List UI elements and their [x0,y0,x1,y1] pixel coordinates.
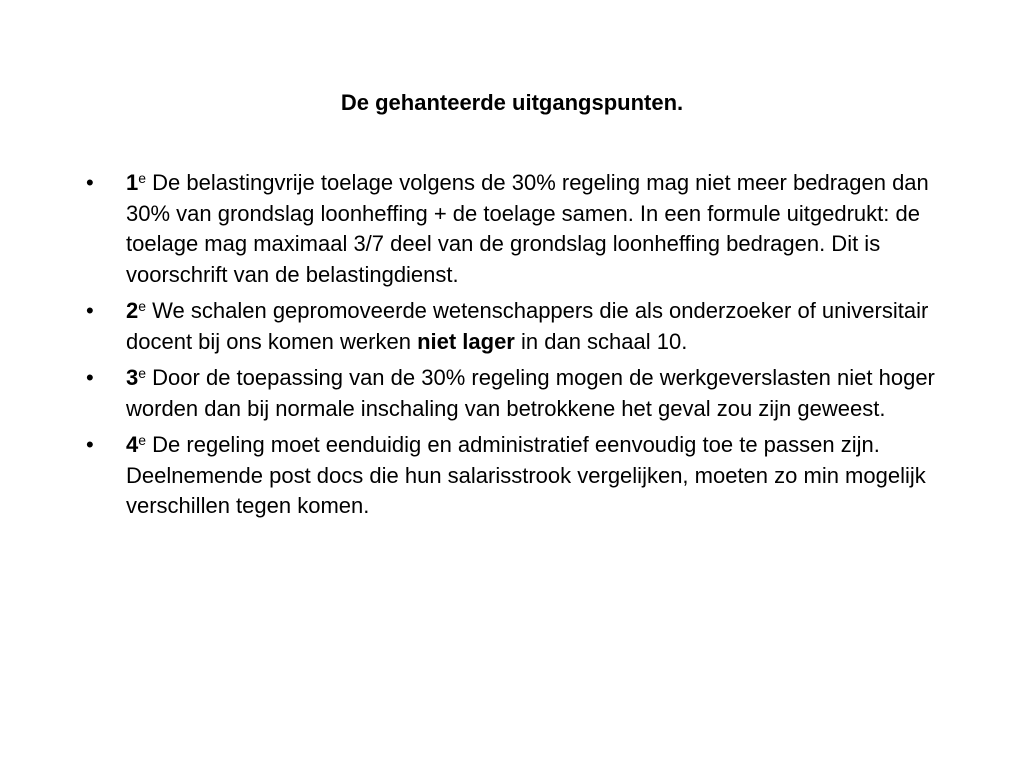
item-text: De regeling moet eenduidig en administratief eenvoudig toe te passen zijn. Deelnemende post docs die hun salarisstrook vergelijken, moeten zo min mogelijk verschillen tegen komen. [126,432,926,518]
item-text-after: in dan schaal 10. [514,328,688,354]
item-text: Door de toepassing van de 30% regeling mogen de werkgeverslasten niet hoger worden dan bij normale inschaling van betrokkene het geval zou zijn geweest. [126,365,935,421]
item-text-emphasis: niet lager [417,328,515,354]
slide-title: De gehanteerde uitgangspunten. [340,90,684,115]
bullet-item-4 [86,430,944,522]
item-ordinal-suffix: e [138,432,147,448]
bullet-item-2 [86,296,944,357]
item-ordinal-suffix: e [138,170,147,186]
item-number: 1 [126,170,139,195]
bullet-item-3 [86,363,944,424]
item-number: 4 [126,432,139,457]
bullet-list [86,168,944,528]
bullet-icon: • [86,365,94,390]
item-number: 2 [126,298,139,323]
bullet-icon: • [86,298,94,323]
item-ordinal-suffix: e [138,365,147,381]
item-number: 3 [126,365,139,390]
item-text: De belastingvrije toelage volgens de 30% regeling mag niet meer bedragen dan 30% van grondslag loonheffing + de toelage samen. In een formule uitgedrukt: de toelage mag maximaal 3/7 deel van de grondslag loonheffing bedragen. Dit is voorschrift van de belastingdienst. [126,170,929,287]
bullet-icon: • [86,432,94,457]
bullet-item-1 [86,168,944,290]
bullet-icon: • [86,170,94,195]
item-text-before: We schalen gepromoveerde wetenschappers die als onderzoeker of universitair docent bij ons komen werken [126,298,929,354]
item-ordinal-suffix: e [138,298,147,314]
